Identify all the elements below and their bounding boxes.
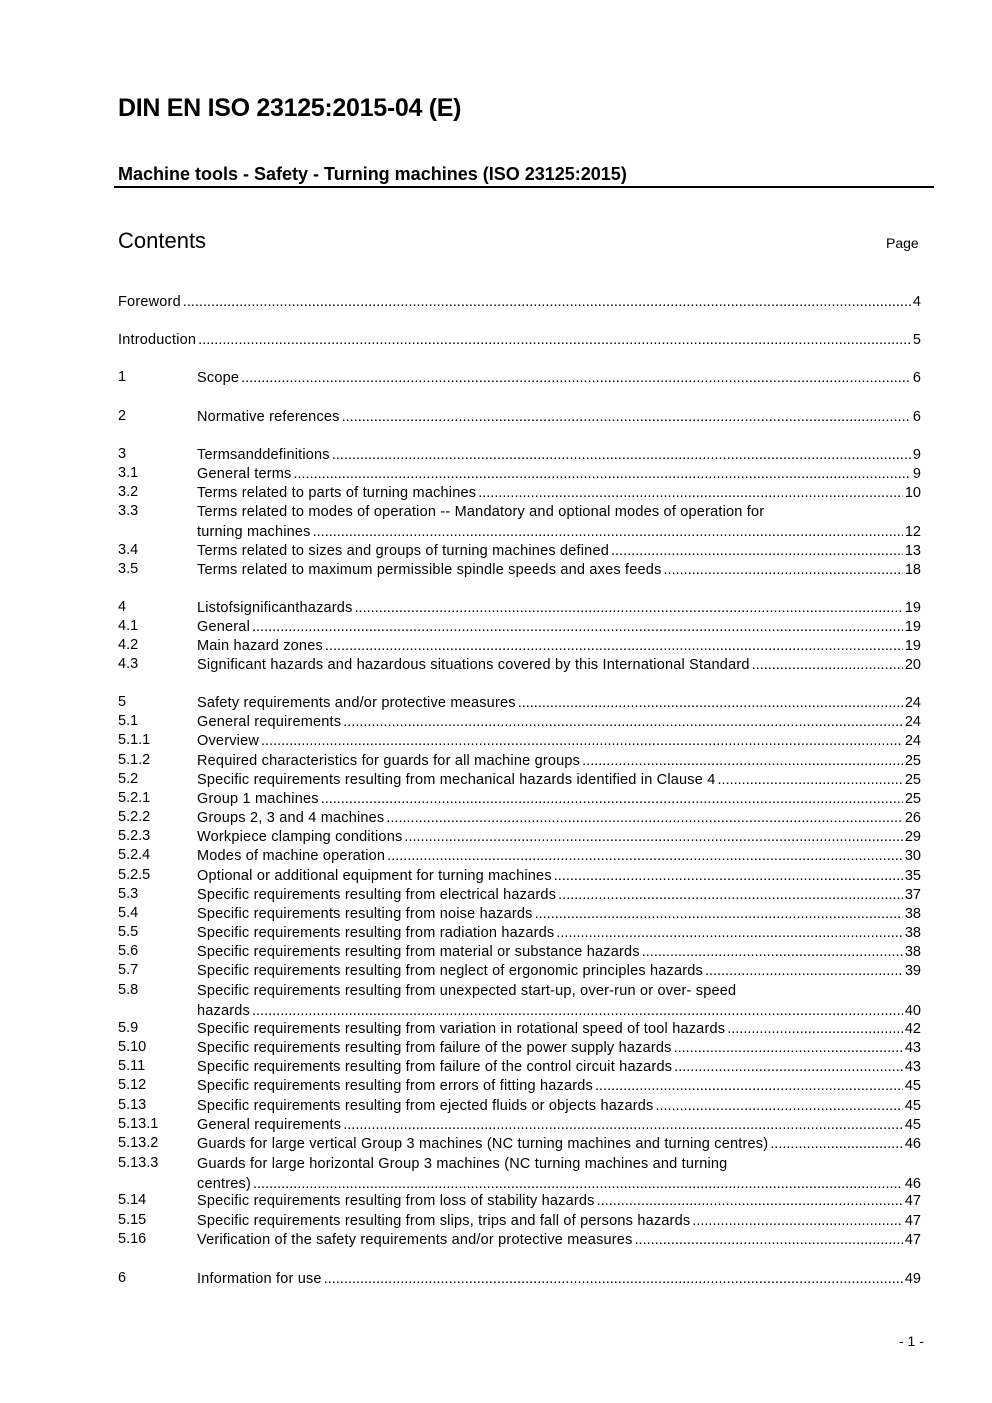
toc-entry[interactable] <box>118 905 921 924</box>
toc-entry-page: 43 <box>904 1059 921 1075</box>
toc-entry-number: 3.2 <box>118 484 139 500</box>
dot-leader <box>770 1135 903 1154</box>
toc-entry-title: turning machines <box>197 524 311 540</box>
toc-entry-title: Specific requirements resulting from loss of stability hazards <box>197 1193 595 1209</box>
toc-entry-page: 6 <box>912 409 921 425</box>
toc-entry-page: 25 <box>904 772 921 788</box>
toc-entry-page: 46 <box>904 1176 921 1192</box>
toc-entry[interactable] <box>118 886 921 905</box>
dot-leader <box>558 886 903 905</box>
toc-entry-page: 4 <box>912 294 921 310</box>
toc-entry-title: Safety requirements and/or protective measures <box>197 695 516 711</box>
toc-entry-title: Significant hazards and hazardous situations covered by this International Standard <box>197 657 750 673</box>
toc-entry-page: 49 <box>904 1271 921 1287</box>
toc-entry-number: 5 <box>118 694 127 710</box>
toc-entry-title: Listofsignificanthazards <box>197 600 353 616</box>
toc-entry-title: Modes of machine operation <box>197 848 386 864</box>
toc-entry-page: 19 <box>904 638 921 654</box>
toc-entry-page: 35 <box>904 868 921 884</box>
toc-entry[interactable] <box>118 790 921 809</box>
dot-leader <box>705 962 903 981</box>
toc-entry-title: General terms <box>197 466 292 482</box>
toc-entry-page: 38 <box>904 925 921 941</box>
dot-leader <box>321 790 903 809</box>
toc-entry-number: 4.3 <box>118 656 139 672</box>
toc-entry-number: 5.2.3 <box>118 828 151 844</box>
toc-entry-number: 5.6 <box>118 943 139 959</box>
toc-entry-number: 5.2.4 <box>118 847 151 863</box>
toc-entry[interactable] <box>118 446 921 465</box>
toc-entry-page: 25 <box>904 791 921 807</box>
toc-entry[interactable] <box>118 293 921 312</box>
toc-entry[interactable] <box>118 982 921 1021</box>
toc-entry-title: Overview <box>197 733 260 749</box>
toc-entry-page: 24 <box>904 733 921 749</box>
toc-entry-title: Normative references <box>197 409 340 425</box>
toc-entry[interactable] <box>118 369 921 388</box>
toc-entry-page: 26 <box>904 810 921 826</box>
toc-entry-title: Specific requirements resulting from failure of the power supply hazards <box>197 1040 672 1056</box>
dot-leader <box>752 656 903 675</box>
dot-leader <box>343 1116 903 1135</box>
toc-entry[interactable] <box>118 752 921 771</box>
page-column-heading: Page <box>886 235 919 251</box>
dot-leader <box>293 465 910 484</box>
toc-entry-number: 5.2 <box>118 771 139 787</box>
toc-entry-number: 5.11 <box>118 1058 146 1074</box>
toc-entry-number: 3.4 <box>118 542 139 558</box>
toc-entry-page: 9 <box>912 466 921 482</box>
toc-entry-title: Terms related to parts of turning machines <box>197 485 477 501</box>
toc-entry[interactable] <box>118 1212 921 1231</box>
toc-entry[interactable] <box>118 1058 921 1077</box>
dot-leader <box>313 523 903 542</box>
dot-leader <box>261 732 903 751</box>
toc-entry-page: 9 <box>912 447 921 463</box>
dot-leader <box>556 924 903 943</box>
dot-leader <box>332 446 911 465</box>
dot-leader <box>355 599 903 618</box>
toc-entry-number: 3 <box>118 446 127 462</box>
toc-entry-title: Guards for large vertical Group 3 machines (NC turning machines and turning centres) <box>197 1136 769 1152</box>
dot-leader <box>325 637 903 656</box>
toc-entry-title: Main hazard zones <box>197 638 323 654</box>
toc-entry-number: 6 <box>118 1270 127 1286</box>
dot-leader <box>655 1097 902 1116</box>
toc-entry[interactable] <box>118 618 921 637</box>
dot-leader <box>518 694 903 713</box>
toc-entry[interactable] <box>118 1155 921 1194</box>
toc-entry-title-line1: Terms related to modes of operation -- Mandatory and optional modes of operation for <box>197 504 765 520</box>
toc-entry-title-line1: Specific requirements resulting from unexpected start-up, over-run or over- speed <box>197 983 737 999</box>
toc-entry-page: 5 <box>912 332 921 348</box>
toc-entry-title: Termsanddefinitions <box>197 447 330 463</box>
toc-entry-number: 1 <box>118 369 127 385</box>
dot-leader <box>554 867 903 886</box>
toc-entry[interactable] <box>118 1116 921 1135</box>
toc-entry[interactable] <box>118 484 921 503</box>
toc-entry-page: 47 <box>904 1213 921 1229</box>
toc-entry[interactable] <box>118 408 921 427</box>
toc-entry-number: 5.7 <box>118 962 139 978</box>
dot-leader <box>387 847 903 866</box>
toc-entry[interactable] <box>118 599 921 618</box>
toc-entry-title: Specific requirements resulting from errors of fitting hazards <box>197 1078 593 1094</box>
toc-entry[interactable] <box>118 542 921 561</box>
toc-entry-number: 5.2.1 <box>118 790 151 806</box>
toc-entry[interactable] <box>118 637 921 656</box>
dot-leader <box>324 1270 903 1289</box>
toc-entry-page: 42 <box>904 1021 921 1037</box>
dot-leader <box>664 561 903 580</box>
dot-leader <box>478 484 903 503</box>
dot-leader <box>183 293 911 312</box>
toc-entry-title: Groups 2, 3 and 4 machines <box>197 810 385 826</box>
toc-entry[interactable] <box>118 656 921 675</box>
dot-leader <box>642 943 903 962</box>
toc-entry-title: Terms related to sizes and groups of turning machines defined <box>197 543 609 559</box>
toc-entry-number: 3.3 <box>118 503 139 519</box>
dot-leader <box>674 1058 903 1077</box>
toc-entry-number: 5.16 <box>118 1231 147 1247</box>
toc-entry-page: 47 <box>904 1193 921 1209</box>
toc-entry-title: Specific requirements resulting from radiation hazards <box>197 925 555 941</box>
dot-leader <box>535 905 903 924</box>
toc-entry-number: 4 <box>118 599 127 615</box>
toc-entry-page: 45 <box>904 1098 921 1114</box>
toc-entry-title: Required characteristics for guards for all machine groups <box>197 753 581 769</box>
toc-entry-number: 3.1 <box>118 465 139 481</box>
dot-leader <box>252 618 903 637</box>
toc-entry-number: 2 <box>118 408 127 424</box>
toc-entry[interactable] <box>118 1135 921 1154</box>
toc-entry-title: centres) <box>197 1176 251 1192</box>
dot-leader <box>727 1020 903 1039</box>
toc-entry-page: 38 <box>904 906 921 922</box>
toc-entry-number: 5.14 <box>118 1192 147 1208</box>
toc-entry-page: 37 <box>904 887 921 903</box>
toc-entry-title: Foreword <box>118 294 181 310</box>
toc-entry[interactable] <box>118 924 921 943</box>
toc-entry-number: 5.9 <box>118 1020 139 1036</box>
toc-entry-title: General requirements <box>197 714 342 730</box>
toc-entry-number: 5.1.2 <box>118 752 151 768</box>
dot-leader <box>611 542 903 561</box>
toc-entry-page: 29 <box>904 829 921 845</box>
dot-leader <box>692 1212 903 1231</box>
toc-entry[interactable] <box>118 1039 921 1058</box>
toc-entry-number: 5.8 <box>118 982 139 998</box>
contents-heading: Contents <box>118 228 207 253</box>
toc-entry-page: 45 <box>904 1078 921 1094</box>
toc-entry-number: 5.1.1 <box>118 732 151 748</box>
toc-entry-title: hazards <box>197 1003 250 1019</box>
toc-entry-page: 25 <box>904 753 921 769</box>
toc-entry-number: 4.2 <box>118 637 139 653</box>
toc-entry-title: Specific requirements resulting from material or substance hazards <box>197 944 640 960</box>
dot-leader <box>582 752 903 771</box>
toc-entry-page: 43 <box>904 1040 921 1056</box>
toc-entry-page: 30 <box>904 848 921 864</box>
dot-leader <box>241 369 911 388</box>
toc-entry-number: 5.13.1 <box>118 1116 159 1132</box>
toc-entry[interactable] <box>118 1077 921 1096</box>
toc-entry-page: 45 <box>904 1117 921 1133</box>
dot-leader <box>597 1192 903 1211</box>
toc-entry-title: Scope <box>197 370 240 386</box>
toc-entry[interactable] <box>118 771 921 790</box>
toc-entry-page: 19 <box>904 619 921 635</box>
dot-leader <box>718 771 903 790</box>
toc-entry-page: 47 <box>904 1232 921 1248</box>
dot-leader <box>252 1002 903 1021</box>
toc-entry[interactable] <box>118 1270 921 1289</box>
toc-entry-number: 5.1 <box>118 713 139 729</box>
toc-entry-page: 40 <box>904 1003 921 1019</box>
toc-entry-number: 3.5 <box>118 561 139 577</box>
toc-entry[interactable] <box>118 713 921 732</box>
toc-entry[interactable] <box>118 1192 921 1211</box>
toc-entry[interactable] <box>118 847 921 866</box>
toc-entry[interactable] <box>118 732 921 751</box>
toc-entry-page: 24 <box>904 714 921 730</box>
toc-entry-number: 5.13.3 <box>118 1155 159 1171</box>
toc-entry-number: 5.10 <box>118 1039 147 1055</box>
toc-entry-title: Specific requirements resulting from slips, trips and fall of persons hazards <box>197 1213 691 1229</box>
page-number: - 1 - <box>899 1333 924 1349</box>
toc-entry-page: 13 <box>904 543 921 559</box>
dot-leader <box>198 331 911 350</box>
toc-entry-number: 5.5 <box>118 924 139 940</box>
toc-entry-page: 12 <box>904 524 921 540</box>
toc-entry-number: 5.2.5 <box>118 867 151 883</box>
toc-entry-title: Specific requirements resulting from mechanical hazards identified in Clause 4 <box>197 772 716 788</box>
toc-entry-page: 39 <box>904 963 921 979</box>
document-title: DIN EN ISO 23125:2015-04 (E) <box>118 94 462 122</box>
header-rule <box>114 186 934 188</box>
toc-entry-title-line1: Guards for large horizontal Group 3 machines (NC turning machines and turning <box>197 1156 728 1172</box>
dot-leader <box>386 809 902 828</box>
toc-entry-title: Specific requirements resulting from variation in rotational speed of tool hazards <box>197 1021 726 1037</box>
toc-entry-page: 24 <box>904 695 921 711</box>
document-subtitle: Machine tools - Safety - Turning machines (ISO 23125:2015) <box>118 164 627 184</box>
toc-entry-page: 20 <box>904 657 921 673</box>
toc-entry-number: 5.2.2 <box>118 809 151 825</box>
toc-entry-page: 38 <box>904 944 921 960</box>
toc-entry-number: 5.13 <box>118 1097 147 1113</box>
toc-entry-title: Specific requirements resulting from noise hazards <box>197 906 533 922</box>
toc-entry-number: 5.4 <box>118 905 139 921</box>
toc-entry[interactable] <box>118 694 921 713</box>
toc-entry-page: 10 <box>904 485 921 501</box>
toc-entry-number: 5.12 <box>118 1077 147 1093</box>
toc-entry-title: General <box>197 619 250 635</box>
toc-entry[interactable] <box>118 1020 921 1039</box>
dot-leader <box>404 828 902 847</box>
toc-entry[interactable] <box>118 943 921 962</box>
dot-leader <box>635 1231 903 1250</box>
toc-entry-number: 4.1 <box>118 618 139 634</box>
toc-entry-title: Specific requirements resulting from electrical hazards <box>197 887 557 903</box>
toc-entry-page: 6 <box>912 370 921 386</box>
toc-entry[interactable] <box>118 809 921 828</box>
dot-leader <box>674 1039 903 1058</box>
toc-entry-title: Optional or additional equipment for turning machines <box>197 868 552 884</box>
toc-entry-title: Specific requirements resulting from ejected fluids or objects hazards <box>197 1098 654 1114</box>
toc-entry[interactable] <box>118 867 921 886</box>
dot-leader <box>595 1077 903 1096</box>
toc-entry-number: 5.3 <box>118 886 139 902</box>
toc-entry-page: 18 <box>904 562 921 578</box>
toc-entry-number: 5.15 <box>118 1212 147 1228</box>
toc-entry[interactable] <box>118 962 921 981</box>
toc-entry[interactable] <box>118 1231 921 1250</box>
toc-entry-title: Group 1 machines <box>197 791 319 807</box>
toc-entry[interactable] <box>118 465 921 484</box>
toc-entry-number: 5.13.2 <box>118 1135 159 1151</box>
toc-entry-title: General requirements <box>197 1117 342 1133</box>
dot-leader <box>343 713 903 732</box>
toc-entry[interactable] <box>118 503 921 542</box>
toc-entry-title: Workpiece clamping conditions <box>197 829 403 845</box>
toc-entry-title: Verification of the safety requirements and/or protective measures <box>197 1232 633 1248</box>
toc-entry-title: Terms related to maximum permissible spindle speeds and axes feeds <box>197 562 662 578</box>
toc-entry[interactable] <box>118 1097 921 1116</box>
toc-entry[interactable] <box>118 828 921 847</box>
toc-entry-page: 19 <box>904 600 921 616</box>
toc-entry-page: 46 <box>904 1136 921 1152</box>
toc-entry-title: Specific requirements resulting from failure of the control circuit hazards <box>197 1059 673 1075</box>
dot-leader <box>342 408 911 427</box>
toc-entry-title: Specific requirements resulting from neglect of ergonomic principles hazards <box>197 963 704 979</box>
toc-entry[interactable] <box>118 331 921 350</box>
toc-entry[interactable] <box>118 561 921 580</box>
toc-entry-title: Information for use <box>197 1271 322 1287</box>
toc-entry-title: Introduction <box>118 332 197 348</box>
